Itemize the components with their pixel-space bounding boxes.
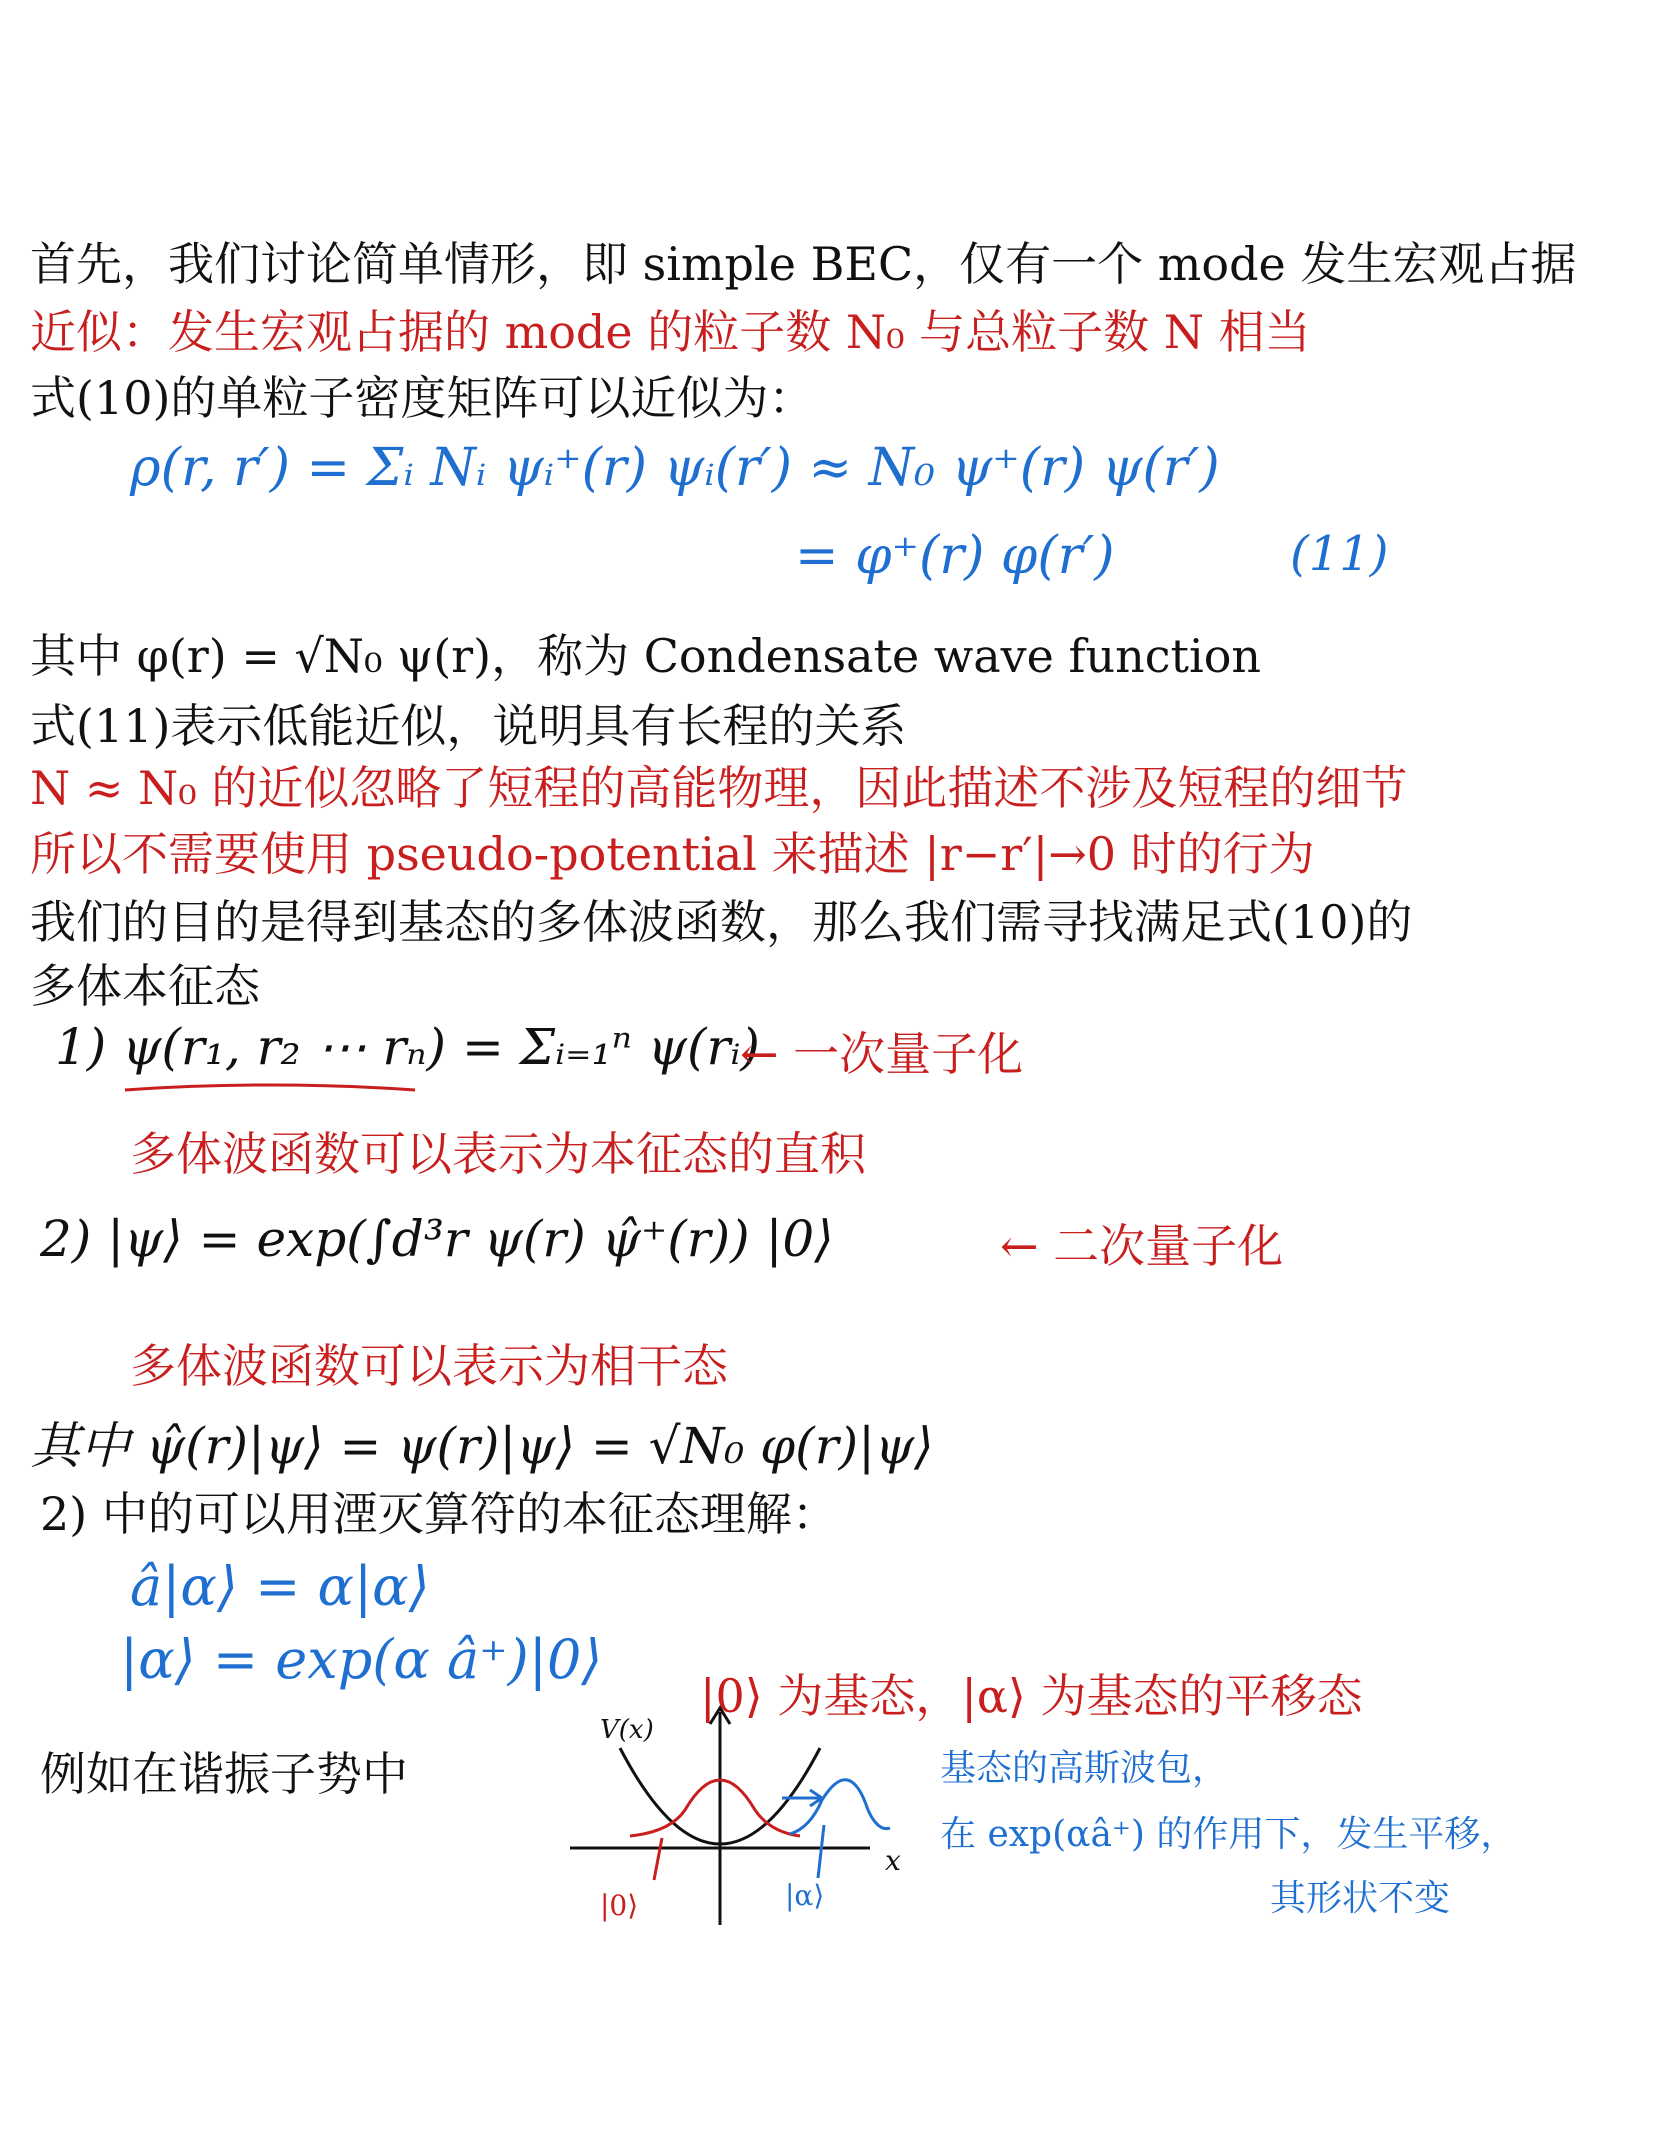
density-matrix-intro: 式(10)的单粒子密度矩阵可以近似为： xyxy=(30,371,815,425)
product-state-note: 多体波函数可以表示为本征态的直积 xyxy=(130,1127,866,1181)
gaussian-note-3: 其形状不变 xyxy=(1270,1878,1451,1919)
ground-state-label: |0⟩ xyxy=(600,1889,639,1922)
equation-11-number: (11) xyxy=(1290,526,1389,582)
translated-state-note: |0⟩ 为基态，|α⟩ 为基态的平移态 xyxy=(700,1669,1363,1723)
approximation-line: 近似：发生宏观占据的 mode 的粒子数 N₀ 与总粒子数 N 相当 xyxy=(30,305,1311,359)
gaussian-note-1: 基态的高斯波包， xyxy=(940,1748,1229,1789)
intro-line: 首先，我们讨论简单情形，即 simple BEC，仅有一个 mode 发生宏观占据 xyxy=(30,237,1577,291)
gaussian-note-2: 在 exp(αâ⁺) 的作用下，发生平移， xyxy=(940,1814,1517,1855)
harmonic-potential-sketch xyxy=(560,1700,920,1930)
coherent-state-definition: |α⟩ = exp(α â⁺)|0⟩ xyxy=(120,1628,603,1691)
coherent-eigen-equation: â|α⟩ = α|α⟩ xyxy=(130,1555,430,1618)
shifted-state-label: |α⟩ xyxy=(785,1879,825,1912)
first-quantization-label: ← 一次量子化 xyxy=(740,1027,1024,1081)
y-axis-label: V(x) xyxy=(600,1715,654,1745)
low-energy-line: 式(11)表示低能近似，说明具有长程的关系 xyxy=(30,699,907,753)
second-quantization-label: ← 二次量子化 xyxy=(1000,1219,1284,1273)
short-range-line: N ≈ N₀ 的近似忽略了短程的高能物理，因此描述不涉及短程的细节 xyxy=(30,761,1408,815)
equation-11-line1: ρ(r, r′) = Σᵢ Nᵢ ψᵢ⁺(r) ψᵢ(r′) ≈ N₀ ψ⁺(r) ψ(r′) xyxy=(130,438,1220,498)
ground-state-pointer xyxy=(654,1838,662,1880)
coherent-state-note: 多体波函数可以表示为相干态 xyxy=(130,1339,728,1393)
harmonic-example-line: 例如在谐振子势中 xyxy=(40,1747,408,1801)
ground-state-wavepacket xyxy=(630,1780,800,1836)
pseudo-potential-line: 所以不需要使用 pseudo-potential 来描述 |r−r′|→0 时的行为 xyxy=(30,827,1315,881)
x-axis-label: x xyxy=(885,1844,901,1877)
shifted-state-pointer xyxy=(818,1825,824,1878)
annihilation-operator-line: 2) 中的可以用湮灭算符的本征态理解： xyxy=(40,1487,838,1541)
shifted-wavepacket xyxy=(790,1780,890,1834)
underline-stroke xyxy=(120,1078,420,1098)
first-quantization-equation: 1) ψ(r₁, r₂ ⋯ rₙ) = Σᵢ₌₁ⁿ ψ(rᵢ) xyxy=(55,1018,760,1076)
goal-line: 我们的目的是得到基态的多体波函数，那么我们需寻找满足式(10)的 xyxy=(30,895,1413,949)
second-quantization-equation: 2) |ψ⟩ = exp(∫d³r ψ(r) ψ̂⁺(r)) |0⟩ xyxy=(40,1210,834,1268)
eigenstate-line: 多体本征态 xyxy=(30,959,260,1013)
eigen-relation-line: 其中 ψ̂(r)|ψ⟩ = ψ(r)|ψ⟩ = √N₀ φ(r)|ψ⟩ xyxy=(30,1417,934,1475)
condensate-wave-function-line: 其中 φ(r) = √N₀ ψ(r)，称为 Condensate wave function xyxy=(30,629,1262,683)
equation-11-line2: = φ⁺(r) φ(r′) xyxy=(795,526,1115,586)
